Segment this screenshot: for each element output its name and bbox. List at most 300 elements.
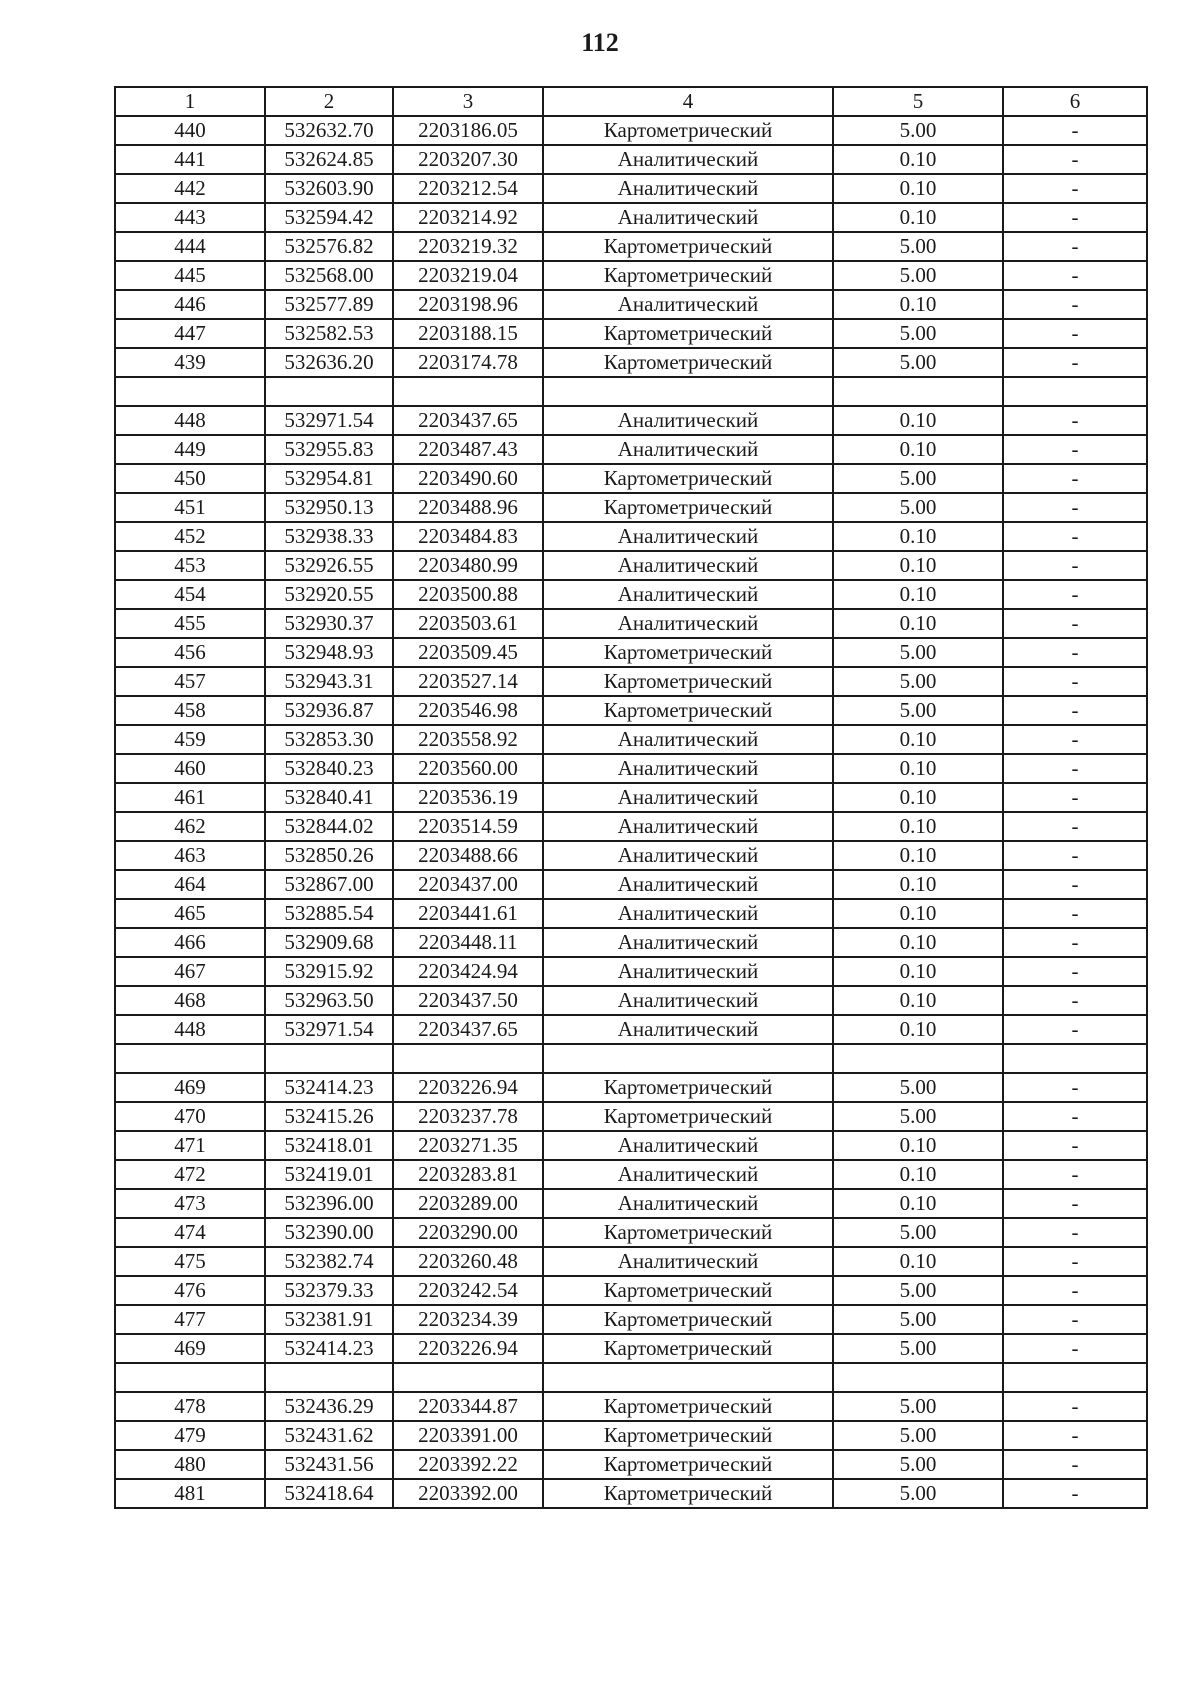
y-coordinate-cell: 2203558.92 (393, 725, 543, 754)
point-number-cell: 444 (115, 232, 265, 261)
method-cell: Аналитический (543, 203, 833, 232)
y-coordinate-cell: 2203484.83 (393, 522, 543, 551)
description-cell: - (1003, 551, 1147, 580)
y-coordinate-cell: 2203488.66 (393, 841, 543, 870)
point-number-cell: 449 (115, 435, 265, 464)
x-coordinate-cell: 532909.68 (265, 928, 393, 957)
point-number-cell: 469 (115, 1073, 265, 1102)
x-coordinate-cell: 532577.89 (265, 290, 393, 319)
point-number-cell: 469 (115, 1334, 265, 1363)
method-cell: Картометрический (543, 493, 833, 522)
x-coordinate-cell: 532867.00 (265, 870, 393, 899)
x-coordinate-cell: 532414.23 (265, 1334, 393, 1363)
point-number-cell: 447 (115, 319, 265, 348)
header-cell-2: 2 (265, 87, 393, 116)
method-cell: Картометрический (543, 1334, 833, 1363)
method-cell: Аналитический (543, 1015, 833, 1044)
x-coordinate-cell: 532971.54 (265, 1015, 393, 1044)
description-cell: - (1003, 1392, 1147, 1421)
point-number-cell: 473 (115, 1189, 265, 1218)
method-cell: Аналитический (543, 406, 833, 435)
description-cell (1003, 1044, 1147, 1073)
x-coordinate-cell: 532943.31 (265, 667, 393, 696)
x-coordinate-cell: 532379.33 (265, 1276, 393, 1305)
x-coordinate-cell: 532636.20 (265, 348, 393, 377)
point-number-cell: 457 (115, 667, 265, 696)
description-cell: - (1003, 783, 1147, 812)
accuracy-cell: 0.10 (833, 754, 1003, 783)
method-cell: Аналитический (543, 174, 833, 203)
description-cell: - (1003, 1276, 1147, 1305)
accuracy-cell: 5.00 (833, 1073, 1003, 1102)
x-coordinate-cell: 532926.55 (265, 551, 393, 580)
method-cell: Картометрический (543, 1218, 833, 1247)
accuracy-cell: 0.10 (833, 812, 1003, 841)
accuracy-cell: 0.10 (833, 783, 1003, 812)
point-number-cell: 472 (115, 1160, 265, 1189)
accuracy-cell: 5.00 (833, 319, 1003, 348)
point-number-cell: 466 (115, 928, 265, 957)
point-number-cell: 440 (115, 116, 265, 145)
method-cell: Аналитический (543, 754, 833, 783)
method-cell: Картометрический (543, 261, 833, 290)
point-number-cell (115, 377, 265, 406)
y-coordinate-cell: 2203186.05 (393, 116, 543, 145)
method-cell: Аналитический (543, 783, 833, 812)
x-coordinate-cell: 532971.54 (265, 406, 393, 435)
y-coordinate-cell: 2203437.00 (393, 870, 543, 899)
x-coordinate-cell: 532418.01 (265, 1131, 393, 1160)
table-row (115, 1247, 1147, 1276)
method-cell: Аналитический (543, 957, 833, 986)
y-coordinate-cell (393, 1044, 543, 1073)
y-coordinate-cell: 2203207.30 (393, 145, 543, 174)
accuracy-cell: 0.10 (833, 1131, 1003, 1160)
table-row (115, 174, 1147, 203)
x-coordinate-cell: 532415.26 (265, 1102, 393, 1131)
header-cell-5: 5 (833, 87, 1003, 116)
y-coordinate-cell: 2203271.35 (393, 1131, 543, 1160)
accuracy-cell (833, 377, 1003, 406)
table-row (115, 870, 1147, 899)
description-cell: - (1003, 899, 1147, 928)
table-row (115, 1218, 1147, 1247)
accuracy-cell: 0.10 (833, 551, 1003, 580)
table-row (115, 928, 1147, 957)
description-cell: - (1003, 986, 1147, 1015)
table-row (115, 609, 1147, 638)
description-cell: - (1003, 1015, 1147, 1044)
header-row (115, 87, 1147, 116)
y-coordinate-cell: 2203290.00 (393, 1218, 543, 1247)
point-number-cell: 475 (115, 1247, 265, 1276)
table-row (115, 1073, 1147, 1102)
y-coordinate-cell: 2203546.98 (393, 696, 543, 725)
method-cell: Аналитический (543, 145, 833, 174)
description-cell: - (1003, 406, 1147, 435)
description-cell: - (1003, 522, 1147, 551)
table-row (115, 638, 1147, 667)
description-cell: - (1003, 1305, 1147, 1334)
point-number-cell: 468 (115, 986, 265, 1015)
description-cell: - (1003, 754, 1147, 783)
accuracy-cell: 5.00 (833, 1276, 1003, 1305)
x-coordinate-cell (265, 1363, 393, 1392)
y-coordinate-cell: 2203214.92 (393, 203, 543, 232)
accuracy-cell: 5.00 (833, 116, 1003, 145)
accuracy-cell: 0.10 (833, 580, 1003, 609)
y-coordinate-cell (393, 377, 543, 406)
description-cell (1003, 377, 1147, 406)
accuracy-cell: 0.10 (833, 290, 1003, 319)
table-row (115, 406, 1147, 435)
table-row (115, 667, 1147, 696)
method-cell (543, 1044, 833, 1073)
accuracy-cell: 5.00 (833, 464, 1003, 493)
table-separator-row (115, 1044, 1147, 1073)
point-number-cell: 441 (115, 145, 265, 174)
description-cell: - (1003, 667, 1147, 696)
x-coordinate-cell: 532853.30 (265, 725, 393, 754)
x-coordinate-cell: 532850.26 (265, 841, 393, 870)
method-cell (543, 1363, 833, 1392)
x-coordinate-cell: 532381.91 (265, 1305, 393, 1334)
point-number-cell: 446 (115, 290, 265, 319)
point-number-cell: 478 (115, 1392, 265, 1421)
description-cell: - (1003, 580, 1147, 609)
accuracy-cell: 0.10 (833, 174, 1003, 203)
accuracy-cell: 0.10 (833, 609, 1003, 638)
accuracy-cell: 0.10 (833, 725, 1003, 754)
accuracy-cell: 0.10 (833, 957, 1003, 986)
x-coordinate-cell: 532431.56 (265, 1450, 393, 1479)
accuracy-cell: 0.10 (833, 406, 1003, 435)
description-cell: - (1003, 116, 1147, 145)
x-coordinate-cell: 532936.87 (265, 696, 393, 725)
method-cell: Картометрический (543, 1421, 833, 1450)
description-cell: - (1003, 1102, 1147, 1131)
accuracy-cell: 0.10 (833, 870, 1003, 899)
x-coordinate-cell: 532885.54 (265, 899, 393, 928)
method-cell: Аналитический (543, 435, 833, 464)
table-row (115, 1479, 1147, 1508)
y-coordinate-cell: 2203289.00 (393, 1189, 543, 1218)
method-cell: Аналитический (543, 1247, 833, 1276)
accuracy-cell: 0.10 (833, 435, 1003, 464)
table-row (115, 319, 1147, 348)
point-number-cell: 456 (115, 638, 265, 667)
y-coordinate-cell: 2203174.78 (393, 348, 543, 377)
method-cell: Аналитический (543, 551, 833, 580)
point-number-cell: 439 (115, 348, 265, 377)
method-cell: Картометрический (543, 319, 833, 348)
table-row (115, 551, 1147, 580)
x-coordinate-cell: 532840.41 (265, 783, 393, 812)
y-coordinate-cell: 2203226.94 (393, 1073, 543, 1102)
table-row (115, 290, 1147, 319)
description-cell: - (1003, 696, 1147, 725)
x-coordinate-cell: 532431.62 (265, 1421, 393, 1450)
y-coordinate-cell: 2203437.65 (393, 1015, 543, 1044)
accuracy-cell: 5.00 (833, 638, 1003, 667)
header-cell-6: 6 (1003, 87, 1147, 116)
table-row (115, 493, 1147, 522)
point-number-cell: 470 (115, 1102, 265, 1131)
point-number-cell: 476 (115, 1276, 265, 1305)
method-cell: Картометрический (543, 667, 833, 696)
description-cell: - (1003, 1450, 1147, 1479)
y-coordinate-cell: 2203500.88 (393, 580, 543, 609)
method-cell: Аналитический (543, 1131, 833, 1160)
method-cell: Аналитический (543, 986, 833, 1015)
method-cell: Картометрический (543, 1305, 833, 1334)
description-cell: - (1003, 493, 1147, 522)
method-cell: Аналитический (543, 841, 833, 870)
table-row (115, 841, 1147, 870)
accuracy-cell: 5.00 (833, 261, 1003, 290)
x-coordinate-cell (265, 1044, 393, 1073)
method-cell: Аналитический (543, 812, 833, 841)
method-cell: Аналитический (543, 899, 833, 928)
accuracy-cell: 5.00 (833, 348, 1003, 377)
method-cell: Аналитический (543, 1160, 833, 1189)
table-row (115, 1160, 1147, 1189)
point-number-cell: 450 (115, 464, 265, 493)
y-coordinate-cell: 2203488.96 (393, 493, 543, 522)
x-coordinate-cell: 532414.23 (265, 1073, 393, 1102)
description-cell: - (1003, 464, 1147, 493)
table-row (115, 812, 1147, 841)
y-coordinate-cell: 2203234.39 (393, 1305, 543, 1334)
description-cell: - (1003, 1160, 1147, 1189)
x-coordinate-cell: 532624.85 (265, 145, 393, 174)
y-coordinate-cell: 2203514.59 (393, 812, 543, 841)
accuracy-cell (833, 1044, 1003, 1073)
table-row (115, 986, 1147, 1015)
description-cell: - (1003, 435, 1147, 464)
accuracy-cell: 0.10 (833, 1015, 1003, 1044)
accuracy-cell: 5.00 (833, 1102, 1003, 1131)
x-coordinate-cell: 532915.92 (265, 957, 393, 986)
y-coordinate-cell: 2203448.11 (393, 928, 543, 957)
point-number-cell: 465 (115, 899, 265, 928)
description-cell: - (1003, 1334, 1147, 1363)
point-number-cell: 477 (115, 1305, 265, 1334)
point-number-cell: 459 (115, 725, 265, 754)
method-cell: Аналитический (543, 609, 833, 638)
method-cell: Картометрический (543, 464, 833, 493)
x-coordinate-cell: 532594.42 (265, 203, 393, 232)
x-coordinate-cell: 532582.53 (265, 319, 393, 348)
y-coordinate-cell: 2203226.94 (393, 1334, 543, 1363)
table-row (115, 725, 1147, 754)
point-number-cell: 480 (115, 1450, 265, 1479)
method-cell: Картометрический (543, 348, 833, 377)
point-number-cell: 448 (115, 406, 265, 435)
method-cell: Аналитический (543, 522, 833, 551)
x-coordinate-cell: 532948.93 (265, 638, 393, 667)
accuracy-cell: 5.00 (833, 1421, 1003, 1450)
accuracy-cell: 5.00 (833, 1218, 1003, 1247)
accuracy-cell: 0.10 (833, 522, 1003, 551)
table-separator-row (115, 1363, 1147, 1392)
table-row (115, 1189, 1147, 1218)
x-coordinate-cell: 532963.50 (265, 986, 393, 1015)
point-number-cell: 460 (115, 754, 265, 783)
description-cell: - (1003, 1131, 1147, 1160)
table-row (115, 1102, 1147, 1131)
x-coordinate-cell: 532390.00 (265, 1218, 393, 1247)
x-coordinate-cell: 532954.81 (265, 464, 393, 493)
x-coordinate-cell: 532382.74 (265, 1247, 393, 1276)
table-row (115, 1450, 1147, 1479)
x-coordinate-cell: 532436.29 (265, 1392, 393, 1421)
x-coordinate-cell: 532930.37 (265, 609, 393, 638)
method-cell: Картометрический (543, 638, 833, 667)
method-cell: Аналитический (543, 928, 833, 957)
table-row (115, 1421, 1147, 1450)
method-cell: Аналитический (543, 290, 833, 319)
y-coordinate-cell: 2203437.50 (393, 986, 543, 1015)
point-number-cell: 463 (115, 841, 265, 870)
table-header (115, 87, 1147, 116)
y-coordinate-cell: 2203260.48 (393, 1247, 543, 1276)
method-cell: Картометрический (543, 1073, 833, 1102)
table-row (115, 1392, 1147, 1421)
y-coordinate-cell: 2203219.04 (393, 261, 543, 290)
method-cell: Аналитический (543, 870, 833, 899)
accuracy-cell: 0.10 (833, 203, 1003, 232)
accuracy-cell: 5.00 (833, 232, 1003, 261)
x-coordinate-cell (265, 377, 393, 406)
description-cell: - (1003, 1421, 1147, 1450)
point-number-cell: 455 (115, 609, 265, 638)
point-number-cell: 445 (115, 261, 265, 290)
accuracy-cell: 5.00 (833, 1305, 1003, 1334)
description-cell: - (1003, 957, 1147, 986)
accuracy-cell: 0.10 (833, 899, 1003, 928)
x-coordinate-cell: 532419.01 (265, 1160, 393, 1189)
table-row (115, 464, 1147, 493)
accuracy-cell: 0.10 (833, 1160, 1003, 1189)
point-number-cell: 451 (115, 493, 265, 522)
description-cell: - (1003, 348, 1147, 377)
description-cell: - (1003, 1479, 1147, 1508)
y-coordinate-cell: 2203283.81 (393, 1160, 543, 1189)
table-row (115, 580, 1147, 609)
y-coordinate-cell: 2203527.14 (393, 667, 543, 696)
table-row (115, 203, 1147, 232)
method-cell: Картометрический (543, 1102, 833, 1131)
point-number-cell (115, 1044, 265, 1073)
table-row (115, 1334, 1147, 1363)
method-cell: Аналитический (543, 580, 833, 609)
point-number-cell: 474 (115, 1218, 265, 1247)
table-row (115, 1131, 1147, 1160)
method-cell: Картометрический (543, 696, 833, 725)
y-coordinate-cell: 2203437.65 (393, 406, 543, 435)
method-cell: Картометрический (543, 1450, 833, 1479)
table-row (115, 232, 1147, 261)
table-row (115, 1305, 1147, 1334)
x-coordinate-cell: 532844.02 (265, 812, 393, 841)
accuracy-cell: 0.10 (833, 1189, 1003, 1218)
accuracy-cell (833, 1363, 1003, 1392)
point-number-cell: 458 (115, 696, 265, 725)
point-number-cell: 461 (115, 783, 265, 812)
method-cell (543, 377, 833, 406)
accuracy-cell: 5.00 (833, 667, 1003, 696)
table-row (115, 435, 1147, 464)
y-coordinate-cell (393, 1363, 543, 1392)
table-row (115, 754, 1147, 783)
x-coordinate-cell: 532418.64 (265, 1479, 393, 1508)
description-cell: - (1003, 1218, 1147, 1247)
y-coordinate-cell: 2203441.61 (393, 899, 543, 928)
y-coordinate-cell: 2203392.00 (393, 1479, 543, 1508)
accuracy-cell: 5.00 (833, 1479, 1003, 1508)
description-cell: - (1003, 812, 1147, 841)
accuracy-cell: 0.10 (833, 986, 1003, 1015)
x-coordinate-cell: 532920.55 (265, 580, 393, 609)
accuracy-cell: 5.00 (833, 696, 1003, 725)
y-coordinate-cell: 2203391.00 (393, 1421, 543, 1450)
y-coordinate-cell: 2203237.78 (393, 1102, 543, 1131)
point-number-cell: 467 (115, 957, 265, 986)
header-cell-3: 3 (393, 87, 543, 116)
description-cell: - (1003, 638, 1147, 667)
point-number-cell: 448 (115, 1015, 265, 1044)
table-row (115, 145, 1147, 174)
point-number-cell: 479 (115, 1421, 265, 1450)
description-cell: - (1003, 1073, 1147, 1102)
y-coordinate-cell: 2203424.94 (393, 957, 543, 986)
x-coordinate-cell: 532396.00 (265, 1189, 393, 1218)
header-cell-4: 4 (543, 87, 833, 116)
description-cell: - (1003, 841, 1147, 870)
y-coordinate-cell: 2203198.96 (393, 290, 543, 319)
point-number-cell (115, 1363, 265, 1392)
y-coordinate-cell: 2203212.54 (393, 174, 543, 203)
table-row (115, 261, 1147, 290)
y-coordinate-cell: 2203344.87 (393, 1392, 543, 1421)
header-cell-1: 1 (115, 87, 265, 116)
point-number-cell: 453 (115, 551, 265, 580)
table-row (115, 116, 1147, 145)
y-coordinate-cell: 2203503.61 (393, 609, 543, 638)
accuracy-cell: 5.00 (833, 1334, 1003, 1363)
page-number: 112 (581, 28, 619, 57)
accuracy-cell: 0.10 (833, 1247, 1003, 1276)
y-coordinate-cell: 2203536.19 (393, 783, 543, 812)
description-cell: - (1003, 1189, 1147, 1218)
description-cell: - (1003, 725, 1147, 754)
table-row (115, 696, 1147, 725)
description-cell: - (1003, 203, 1147, 232)
coordinates-table (114, 86, 1148, 1509)
description-cell: - (1003, 870, 1147, 899)
description-cell: - (1003, 290, 1147, 319)
y-coordinate-cell: 2203188.15 (393, 319, 543, 348)
table-row (115, 348, 1147, 377)
x-coordinate-cell: 532632.70 (265, 116, 393, 145)
method-cell: Картометрический (543, 1479, 833, 1508)
description-cell: - (1003, 174, 1147, 203)
table-row (115, 1276, 1147, 1305)
table-row (115, 783, 1147, 812)
table-row (115, 899, 1147, 928)
point-number-cell: 481 (115, 1479, 265, 1508)
